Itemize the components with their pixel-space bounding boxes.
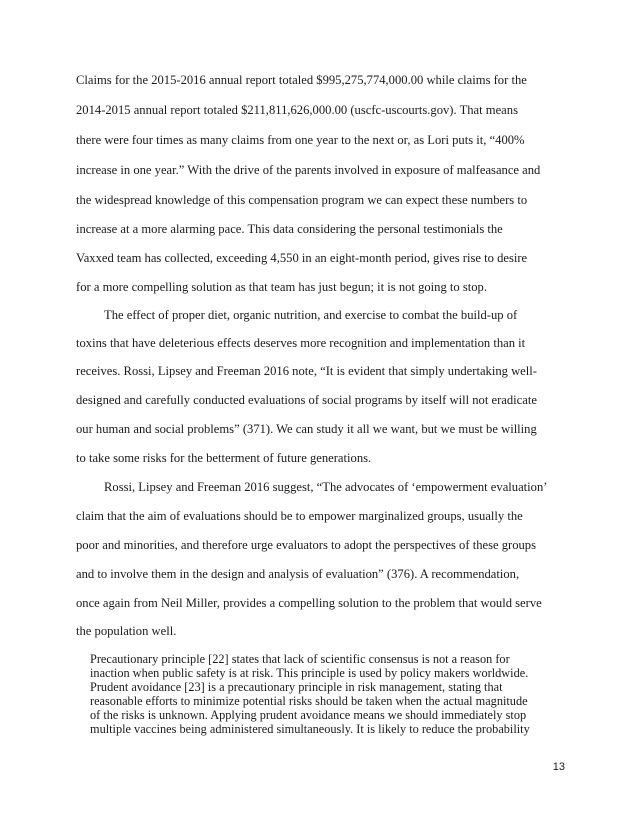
body-line: claim that the aim of evaluations should be to empower marginalized groups, usually the	[76, 509, 523, 523]
body-line: 2014-2015 annual report totaled $211,811,626,000.00 (uscfc-uscourts.gov). That means	[76, 103, 518, 117]
body-line: Vaxxed team has collected, exceeding 4,550 in an eight-month period, gives rise to desire	[76, 251, 528, 265]
quote-line: reasonable efforts to minimize potential risks should be taken when the actual magnitude	[90, 694, 528, 708]
quote-line: Prudent avoidance [23] is a precautionary principle in risk management, stating that	[90, 680, 503, 694]
paragraph-first-line: The effect of proper diet, organic nutrition, and exercise to combat the build-up of	[104, 308, 518, 322]
body-line: the widespread knowledge of this compensation program we can expect these numbers to	[76, 193, 528, 207]
body-line: the population well.	[76, 624, 177, 638]
quote-line: multiple vaccines being administered simultaneously. It is likely to reduce the probability	[90, 722, 530, 736]
body-line: once again from Neil Miller, provides a compelling solution to the problem that would serve	[76, 596, 542, 610]
body-line: Claims for the 2015-2016 annual report totaled $995,275,774,000.00 while claims for the	[76, 73, 527, 87]
paragraph-first-line: Rossi, Lipsey and Freeman 2016 suggest, “The advocates of ‘empowerment evaluation’	[104, 480, 548, 494]
body-line: toxins that have deleterious effects deserves more recognition and implementation than it	[76, 336, 526, 350]
body-line: and to involve them in the design and analysis of evaluation” (376). A recommendation,	[76, 567, 520, 581]
quote-line: Precautionary principle [22] states that lack of scientific consensus is not a reason for	[90, 652, 510, 666]
body-line: our human and social problems” (371). We can study it all we want, but we must be willing	[76, 422, 537, 436]
body-line: receives. Rossi, Lipsey and Freeman 2016 note, “It is evident that simply undertaking well-	[76, 364, 537, 378]
body-line: to take some risks for the betterment of future generations.	[76, 451, 372, 465]
body-line: increase at a more alarming pace. This data considering the personal testimonials the	[76, 222, 503, 236]
body-line: there were four times as many claims from one year to the next or, as Lori puts it, “400%	[76, 133, 525, 147]
page-number: 13	[552, 761, 565, 773]
body-line: for a more compelling solution as that team has just begun; it is not going to stop.	[76, 280, 487, 294]
quote-line: of the risks is unknown. Applying prudent avoidance means we should immediately stop	[90, 708, 527, 722]
body-line: designed and carefully conducted evaluations of social programs by itself will not eradicate	[76, 393, 537, 407]
body-line: poor and minorities, and therefore urge evaluators to adopt the perspectives of these groups	[76, 538, 536, 552]
body-line: increase in one year.” With the drive of the parents involved in exposure of malfeasance and	[76, 163, 541, 177]
quote-line: inaction when public safety is at risk. This principle is used by policy makers worldwide.	[90, 666, 529, 680]
